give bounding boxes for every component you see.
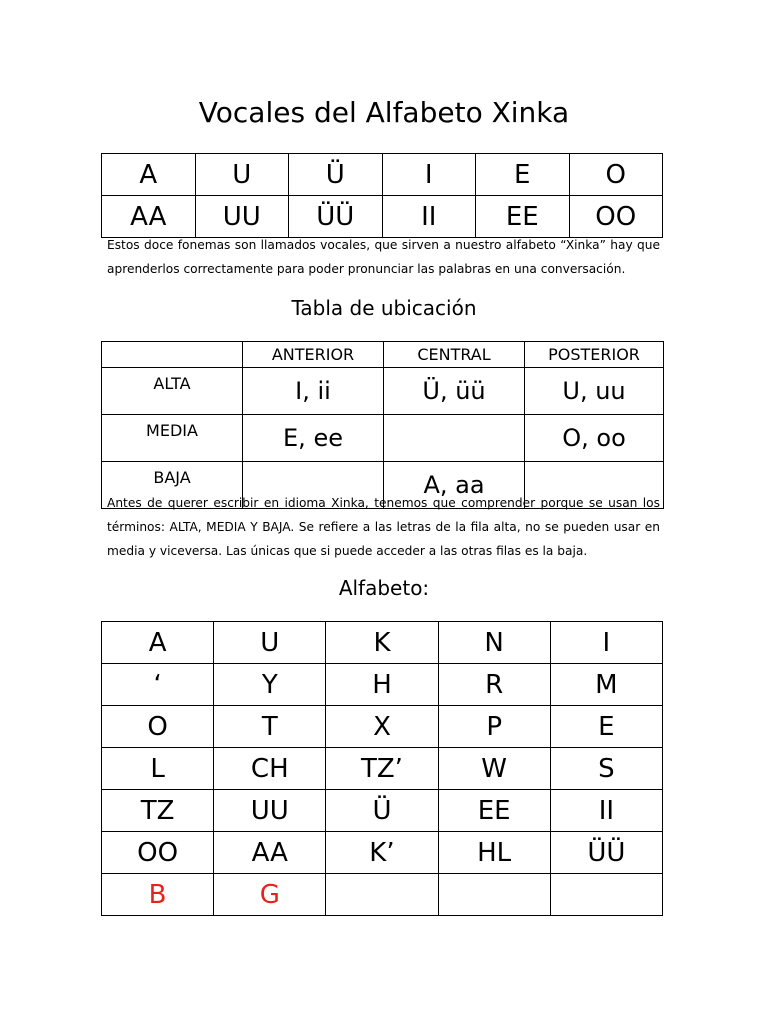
letter-cell: K xyxy=(326,622,438,664)
table-cell: A, aa xyxy=(384,462,525,509)
alphabet-table xyxy=(101,621,663,916)
table-cell: E, ee xyxy=(243,415,384,462)
vowel-cell: EE xyxy=(476,196,570,238)
letter-cell xyxy=(326,874,438,916)
table-row xyxy=(102,832,663,874)
table-row xyxy=(102,664,663,706)
letter-cell xyxy=(438,874,550,916)
alphabet-title: Alfabeto: xyxy=(338,576,430,600)
paragraph-line: Antes de querer escribir en idioma Xinka, tenemos que comprender porque se usan los xyxy=(107,496,660,510)
table-row xyxy=(102,790,663,832)
vowels-description xyxy=(107,233,660,281)
letter-cell: S xyxy=(550,748,662,790)
letter-cell: UU xyxy=(214,790,326,832)
vowel-cell: OO xyxy=(569,196,663,238)
table-cell: O, oo xyxy=(525,415,664,462)
table-row xyxy=(102,154,663,196)
letter-cell: I xyxy=(550,622,662,664)
letter-cell: W xyxy=(438,748,550,790)
vowel-cell: A xyxy=(102,154,196,196)
letter-cell: AA xyxy=(214,832,326,874)
table-row xyxy=(102,748,663,790)
letter-cell: E xyxy=(550,706,662,748)
letter-cell: TZ xyxy=(102,790,214,832)
letter-cell: U xyxy=(214,622,326,664)
letter-cell: L xyxy=(102,748,214,790)
letter-cell: H xyxy=(326,664,438,706)
location-description xyxy=(107,491,660,563)
table-row xyxy=(102,196,663,238)
letter-cell: CH xyxy=(214,748,326,790)
letter-cell: K’ xyxy=(326,832,438,874)
vowel-cell: O xyxy=(569,154,663,196)
vowel-cell: I xyxy=(382,154,476,196)
letter-cell: II xyxy=(550,790,662,832)
header-cell: ANTERIOR xyxy=(243,342,384,368)
letter-cell: N xyxy=(438,622,550,664)
table-cell: U, uu xyxy=(525,368,664,415)
table-cell xyxy=(384,415,525,462)
table-cell: I, ii xyxy=(243,368,384,415)
letter-cell: T xyxy=(214,706,326,748)
letter-cell: A xyxy=(102,622,214,664)
paragraph-line: aprenderlos correctamente para poder pronunciar las palabras en una conversación. xyxy=(107,262,626,276)
table-row xyxy=(102,874,663,916)
row-label: ALTA xyxy=(102,368,243,415)
table-row xyxy=(102,622,663,664)
vowel-cell: E xyxy=(476,154,570,196)
letter-cell-highlighted: B xyxy=(102,874,214,916)
letter-cell: X xyxy=(326,706,438,748)
table-row xyxy=(102,415,664,462)
paragraph-line: Estos doce fonemas son llamados vocales, que sirven a nuestro alfabeto “Xinka” hay que xyxy=(107,238,660,252)
vowel-cell: U xyxy=(195,154,289,196)
vowel-cell: AA xyxy=(102,196,196,238)
letter-cell-highlighted: G xyxy=(214,874,326,916)
vowel-cell: II xyxy=(382,196,476,238)
letter-cell: EE xyxy=(438,790,550,832)
table-header-row xyxy=(102,342,664,368)
row-label: BAJA xyxy=(102,462,243,509)
paragraph-line: media y viceversa. Las únicas que si puede acceder a las otras filas es la baja. xyxy=(107,544,588,558)
letter-cell: ÜÜ xyxy=(550,832,662,874)
table-cell: Ü, üü xyxy=(384,368,525,415)
letter-cell: M xyxy=(550,664,662,706)
letter-cell: OO xyxy=(102,832,214,874)
letter-cell: P xyxy=(438,706,550,748)
letter-cell: R xyxy=(438,664,550,706)
letter-cell: HL xyxy=(438,832,550,874)
vowel-cell: UU xyxy=(195,196,289,238)
letter-cell: Y xyxy=(214,664,326,706)
row-label: MEDIA xyxy=(102,415,243,462)
letter-cell: Ü xyxy=(326,790,438,832)
header-cell: CENTRAL xyxy=(384,342,525,368)
vowel-cell: ÜÜ xyxy=(289,196,383,238)
table-row xyxy=(102,368,664,415)
table-row xyxy=(102,706,663,748)
paragraph-line: términos: ALTA, MEDIA Y BAJA. Se refiere a las letras de la fila alta, no se pueden usar en xyxy=(107,520,660,534)
location-title: Tabla de ubicación xyxy=(291,296,477,320)
page-title: Vocales del Alfabeto Xinka xyxy=(198,96,570,129)
location-table xyxy=(101,341,664,509)
letter-cell: O xyxy=(102,706,214,748)
vowel-cell: Ü xyxy=(289,154,383,196)
header-cell xyxy=(102,342,243,368)
vowels-table xyxy=(101,153,663,238)
letter-cell: TZ’ xyxy=(326,748,438,790)
letter-cell xyxy=(550,874,662,916)
letter-cell: ‘ xyxy=(102,664,214,706)
header-cell: POSTERIOR xyxy=(525,342,664,368)
